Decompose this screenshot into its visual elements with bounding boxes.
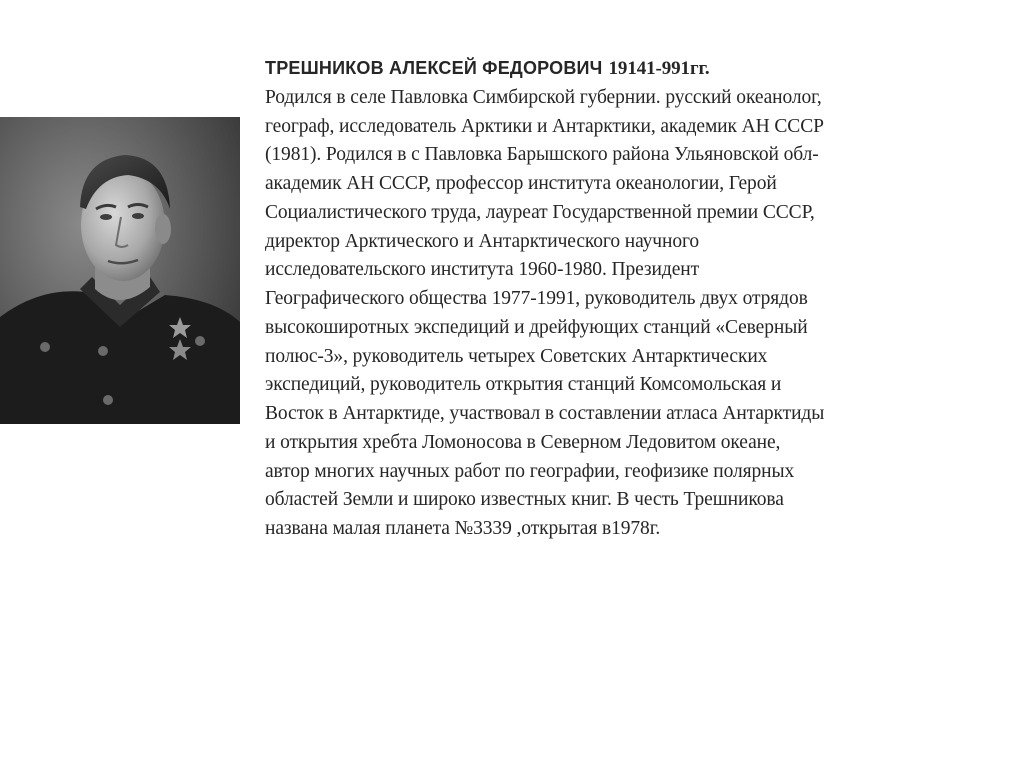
body-line: Родился в селе Павловка Симбирской губернии. русский океанолог, xyxy=(265,86,822,108)
person-name: ТРЕШНИКОВ АЛЕКСЕЙ ФЕДОРОВИЧ xyxy=(265,58,603,78)
body-line: (1981). Родился в с Павловка Барышского района Ульяновской обл- xyxy=(265,144,819,166)
body-line: автор многих научных работ по географии, геофизике полярных xyxy=(265,460,795,482)
biography-text xyxy=(265,54,1015,544)
life-years: 19141-991гг. xyxy=(608,58,710,79)
body-line: высокоширотных экспедиций и дрейфующих станций «Северный xyxy=(265,316,808,338)
body-line: академик АН СССР, профессор института океанологии, Герой xyxy=(265,173,777,194)
body-line: названа малая планета №3339 ,открытая в1978г. xyxy=(265,518,661,539)
body-line: исследовательского института 1960-1980. Президент xyxy=(265,259,700,281)
body-line: и открытия хребта Ломоносова в Северном Ледовитом океане, xyxy=(265,431,781,453)
body-line: экспедиций, руководитель открытия станций Комсомольская и xyxy=(265,374,782,396)
body-line: Социалистического труда, лауреат Государственной премии СССР, xyxy=(265,201,815,223)
body-line: директор Арктического и Антарктического научного xyxy=(265,230,700,252)
body-line: областей Земли и широко известных книг. В честь Трешникова xyxy=(265,489,784,511)
body-line: географ, исследователь Арктики и Антарктики, академик АН СССР xyxy=(265,115,824,137)
body-line: Географического общества 1977-1991, руководитель двух отрядов xyxy=(265,288,808,309)
biography-heading xyxy=(265,54,1015,84)
portrait-photo xyxy=(0,117,240,424)
body-line: Восток в Антарктиде, участвовал в составлении атласа Антарктиды xyxy=(265,403,825,424)
body-line: полюс-3», руководитель четырех Советских Антарктических xyxy=(265,345,768,367)
